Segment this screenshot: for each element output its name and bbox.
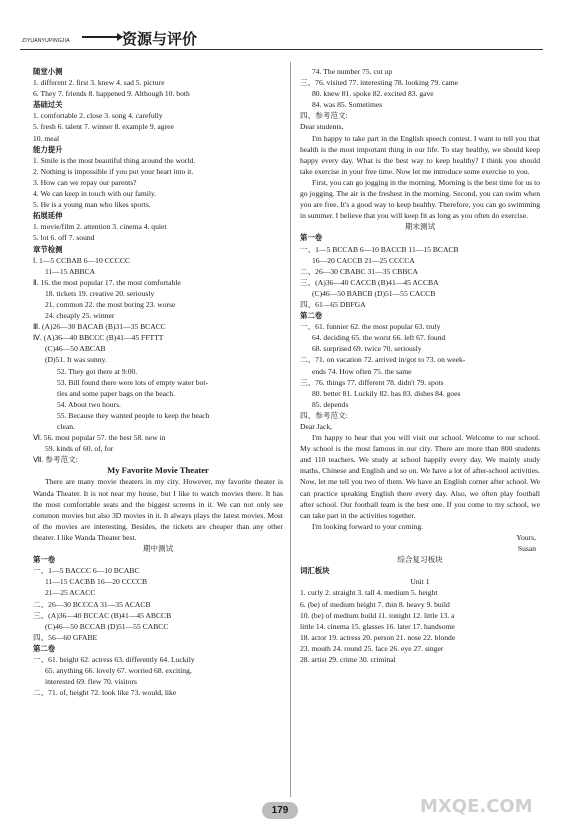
answer-line: 6. They 7. friends 8. happened 9. Although 10. both bbox=[33, 89, 190, 99]
answer-line: (C)46—50 BCCAB (D)51—55 CABCC bbox=[45, 621, 169, 631]
answer-line: 二、26—30 CBABC 31—35 CBBCA bbox=[300, 266, 418, 276]
answer-line: 11—15 CACBB 16—20 CCCCB bbox=[45, 577, 148, 587]
answer-line: little 14. cinema 15. glasses 16. later 17. handsome bbox=[300, 621, 455, 631]
answer-line: 2. Nothing is impossible if you put your heart into it. bbox=[33, 166, 194, 176]
answer-line: 23. mouth 24. round 25. face 26. eye 27. singer bbox=[300, 643, 444, 653]
header-pinyin: ZIYUANYUPINGJIA bbox=[22, 38, 70, 44]
watermark-logo: MXQE.COM bbox=[420, 796, 533, 817]
essay-title: My Favorite Movie Theater bbox=[107, 465, 209, 476]
section-heading: 第一卷 bbox=[33, 555, 56, 565]
answer-line: 1. movie/film 2. attention 3. cinema 4. quiet bbox=[33, 222, 167, 232]
answer-line: 四、参考范文: bbox=[300, 410, 348, 420]
answer-line: 四、61—65 DBFGA bbox=[300, 299, 366, 309]
answer-line: 1. Smile is the most beautiful thing around the world. bbox=[33, 155, 196, 165]
answer-line: 53. Bill found there were lots of empty water bot- bbox=[57, 377, 208, 387]
answer-line: 21. common 22. the most boring 23. worse bbox=[45, 299, 176, 309]
answer-line: 5. fresh 6. talent 7. winner 8. example 9. agree bbox=[33, 122, 174, 132]
answer-line: 18. tickets 19. creative 20. seriously bbox=[45, 288, 155, 298]
section-heading: 章节检测 bbox=[33, 244, 63, 254]
section-heading: 基础过关 bbox=[33, 100, 63, 110]
answer-line: 4. We can keep in touch with our family. bbox=[33, 189, 157, 199]
answer-line: 5. He is a young man who likes sports. bbox=[33, 200, 151, 210]
answer-line: 10. (be) of medium build 11. tonight 12. little 13. a bbox=[300, 610, 455, 620]
answer-line: 三、(A)36—40 CACCB (B)41—45 ACCBA bbox=[300, 277, 439, 287]
answer-line: 24. cheaply 25. winner bbox=[45, 311, 115, 321]
header-rule bbox=[20, 49, 543, 50]
answer-line: 6. (be) of medium height 7. thin 8. heavy 9. build bbox=[300, 599, 450, 609]
answer-line: 一、61. height 62. actress 63. differently 64. Luckily bbox=[33, 654, 195, 664]
answer-line: Ⅰ. 1—5 CCBAB 6—10 CCCCC bbox=[33, 255, 130, 265]
answer-line: 65. anything 66. lovely 67. worried 68. exciting, bbox=[45, 666, 192, 676]
answer-line: 四、参考范文: bbox=[300, 111, 348, 121]
answer-line: 68. surprised 69. twice 70. seriously bbox=[312, 344, 422, 354]
answer-line: interested 69. flew 70. visitors bbox=[45, 677, 137, 687]
answer-line: 一、61. funnier 62. the most popular 63. truly bbox=[300, 322, 441, 332]
section-heading: 第二卷 bbox=[33, 643, 56, 653]
answer-line: 3. How can we repay our parents? bbox=[33, 177, 137, 187]
answer-line: Ⅳ. (A)36—40 BBCCC (B)41—45 FFTTT bbox=[33, 333, 164, 343]
answer-line: 三、(A)36—40 BCCAC (B)41—45 ABCCB bbox=[33, 610, 172, 620]
answer-line: 16—20 CACCB 21—25 CCCCA bbox=[312, 255, 415, 265]
answer-line: 一、1—5 BCCAB 6—10 BACCB 11—15 BCACB bbox=[300, 244, 459, 254]
essay-paragraph: I'm happy to take part in the English speech contest. I want to tell you that health is the most important thing in our life. To stay healthy, we should keep happy every day. What is the best way to keep healthy? I think you should take exercise in your free time. Now let me introduce some exercise to you. bbox=[300, 133, 540, 176]
section-heading: 第二卷 bbox=[300, 311, 323, 321]
answer-line: 84. was 85. Sometimes bbox=[312, 100, 383, 110]
section-heading: 第一卷 bbox=[300, 233, 323, 243]
answer-line: clean. bbox=[57, 422, 75, 431]
answer-line: Ⅲ. (A)26—30 BACAB (B)31—35 BCACC bbox=[33, 322, 166, 332]
page-number: 179 bbox=[262, 802, 298, 819]
answer-line: 二、71. of, height 72. look like 73. would, like bbox=[33, 688, 177, 698]
answer-column-left bbox=[33, 66, 283, 698]
answer-line: 18. actor 19. actress 20. person 21. nose 22. blonde bbox=[300, 632, 456, 642]
answer-line: 52. They got there at 9:00. bbox=[57, 366, 138, 376]
answer-line: Ⅶ. 参考范文: bbox=[33, 455, 78, 465]
answer-line: 二、71. on vacation 72. arrived in/got to 73. on week- bbox=[300, 355, 466, 365]
section-heading: 词汇板块 bbox=[300, 566, 330, 576]
answer-line: Ⅱ. 16. the most popular 17. the most comfortable bbox=[33, 277, 181, 287]
centered-heading: 综合复习板块 bbox=[397, 555, 443, 565]
answer-column-right bbox=[300, 66, 540, 665]
essay-paragraph: I'm happy to hear that you will visit our school. Welcome to our school. My school is the most famous in our city. There are more than 800 students and 110 teachers. We study at school happily every day. We mainly study maths, Chinese and English and so on. We have a lot of after-school activities. Now, let me tell you two of them. We have an English corner after school. We can practice speaking English there every day. Also, we often play football after school. Our football team is the best one. If you come to my school, we can take part in the activities together. bbox=[300, 433, 540, 520]
page-header bbox=[20, 22, 543, 50]
essay-paragraph: I'm looking forward to your coming. bbox=[312, 521, 424, 531]
column-divider bbox=[290, 62, 291, 797]
centered-heading: 期末测试 bbox=[404, 222, 436, 232]
answer-line: 55. Because they wanted people to keep the beach bbox=[57, 410, 210, 420]
essay-paragraph: First, you can go jogging in the morning. Morning is the best time for us to go jogging. The air is the freshest in the morning. Second, you can swim when you are free. It's a good way to keep healthy. Therefore, you can go swimming in summer. I believe that you will keep fit as long as you often do exercise. bbox=[300, 177, 541, 221]
answer-line: 10. meal bbox=[33, 133, 60, 143]
answer-line: 1. different 2. first 3. knew 4. sad 5. picture bbox=[33, 78, 165, 88]
answer-line: 三、76. things 77. different 78. didn't 79. spots bbox=[300, 377, 444, 387]
answer-line: (D)51. It was sunny. bbox=[45, 355, 107, 365]
answer-line: 59. kinds of 60. of, for bbox=[45, 444, 114, 454]
answer-line: (C)46—50 BABCB (D)51—55 CACCB bbox=[312, 288, 436, 298]
answer-line: 54. About two hours. bbox=[57, 399, 121, 409]
section-heading: 随堂小测 bbox=[33, 67, 63, 76]
answer-line: tles and some paper bags on the beach. bbox=[57, 388, 176, 398]
arrow-icon bbox=[82, 36, 118, 38]
answer-line: 5. lot 6. off 7. sound bbox=[33, 233, 95, 243]
answer-line: Dear Jack, bbox=[300, 422, 333, 431]
section-heading: 能力提升 bbox=[33, 144, 63, 154]
answer-line: Dear students, bbox=[300, 122, 344, 132]
centered-heading: Unit 1 bbox=[410, 577, 430, 587]
answer-line: 64. deciding 65. the worst 66. left 67. found bbox=[312, 333, 446, 343]
answer-line: 1. curly 2. straight 3. tall 4. medium 5. height bbox=[300, 588, 438, 598]
answer-line: 21—25 ACACC bbox=[45, 588, 96, 598]
answer-line: 80. knew 81. spoke 82. excited 83. gave bbox=[312, 89, 434, 99]
answer-line: Ⅵ. 56. most popular 57. the best 58. new in bbox=[33, 433, 166, 443]
centered-heading: 期中测试 bbox=[142, 544, 174, 554]
answer-line: 11—15 ABBCA bbox=[45, 266, 96, 276]
answer-line: Yours, bbox=[516, 532, 536, 542]
answer-line: 1. comfortable 2. close 3. song 4. carefully bbox=[33, 111, 163, 121]
answer-line: (C)46—50 ABCAB bbox=[45, 344, 106, 354]
header-title: 资源与评价 bbox=[122, 30, 198, 48]
answer-line: 一、1—5 BACCC 6—10 BCABC bbox=[33, 566, 140, 576]
answer-line: 二、26—30 BCCCA 31—35 ACACB bbox=[33, 599, 151, 609]
answer-line: Susan bbox=[517, 544, 536, 554]
answer-line: 80. better 81. Luckily 82. has 83. dishes 84. goes bbox=[312, 388, 461, 398]
essay-paragraph: There are many movie theaters in my city. However, my favorite theater is Wanda Theater. It is not near my house, but I like to watch movies there. It has the most comfortable seats and the biggest screens in it. We can not only see common movies but also 3D movies in it. It always plays the latest movies. Most of the movies are interesting. Besides, the tickets are cheaper than any other theater. I like Wanda Theater best. bbox=[33, 477, 283, 542]
answer-line: 85. depends bbox=[312, 399, 349, 409]
section-heading: 拓展延伸 bbox=[33, 211, 63, 221]
answer-line: 28. artist 29. crime 30. criminal bbox=[300, 654, 396, 664]
answer-line: 四、56—60 GFABE bbox=[33, 632, 98, 642]
answer-line: ends 74. How often 75. the same bbox=[312, 366, 412, 376]
answer-line: 74. The number 75. cut up bbox=[312, 67, 393, 76]
answer-line: 三、76. visited 77. interesting 78. looking 79. came bbox=[300, 78, 458, 88]
